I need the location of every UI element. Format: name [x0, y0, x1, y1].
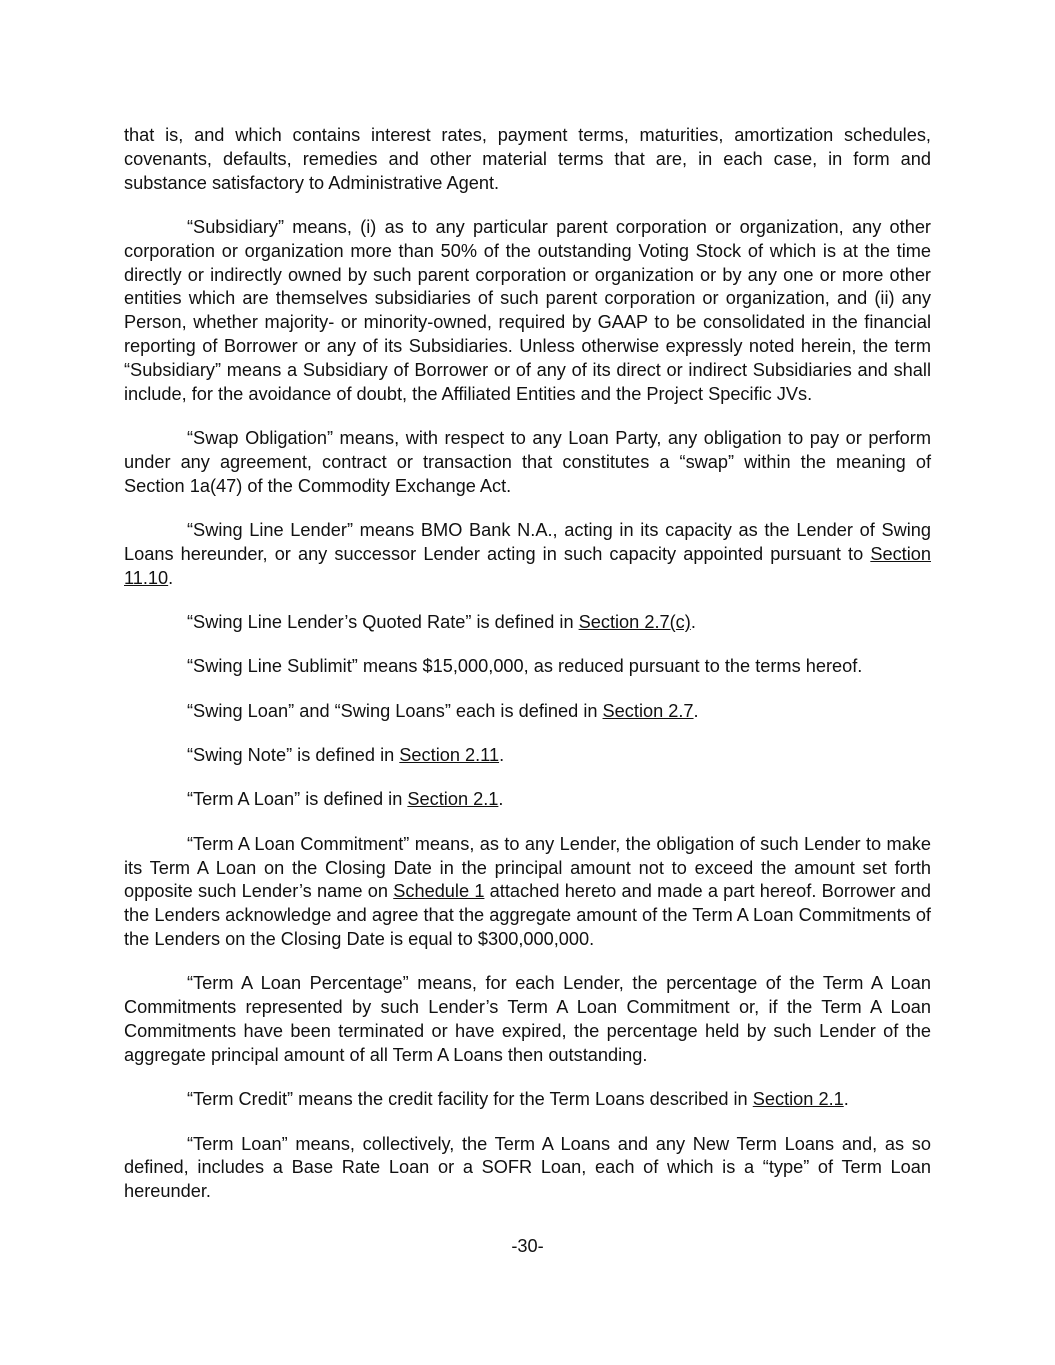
paragraph-text: “Swing Line Sublimit” means $15,000,000, as reduced pursuant to the terms hereof.: [187, 656, 863, 677]
definition-paragraph: [124, 519, 931, 590]
paragraph-text: “Term Loan” means, collectively, the Term A Loans and any New Term Loans and, as so defined, includes a Base Rate Loan or a SOFR Loan, each of which is a “type” of Term Loan hereunder.: [124, 1133, 931, 1202]
section-reference: Section 2.7: [602, 700, 694, 721]
definition-paragraph: [124, 744, 931, 768]
page-number: -30-: [511, 1236, 544, 1256]
section-reference: Schedule 1: [393, 881, 485, 902]
definition-paragraph: [124, 655, 931, 679]
paragraph-text: “Swing Line Lender’s Quoted Rate” is defined in: [187, 611, 579, 632]
definition-paragraph: [124, 833, 931, 952]
paragraph-text: “Term A Loan” is defined in: [187, 789, 408, 810]
paragraph-text: “Term Credit” means the credit facility for the Term Loans described in: [187, 1089, 753, 1110]
paragraph-text: “Subsidiary” means, (i) as to any particular parent corporation or organization, any other corporation or organization more than 50% of the outstanding Voting Stock of which is at the time directly or indirectly owned by such parent corporation or organization or by any one or more other entities which are themselves subsidiaries of such parent corporation or organization, and (ii) any Person, whether majority- or minority-owned, required by GAAP to be consolidated in the financial reporting of Borrower or any of its Subsidiaries. Unless otherwise expressly noted herein, the term “Subsidiary” means a Subsidiary of Borrower or of any of its direct or indirect Subsidiaries and shall include, for the avoidance of doubt, the Affiliated Entities and the Project Specific JVs.: [124, 216, 931, 404]
paragraph-text: .: [690, 611, 696, 632]
section-reference: Section 2.7(c): [578, 611, 691, 632]
paragraph-text: .: [843, 1089, 849, 1110]
document-body: [124, 124, 931, 1225]
paragraph-text: “Term A Loan Commitment” means, as to any Lender, the obligation of such Lender to make its Term A Loan on the Closing Date in the principal amount not to exceed the amount set forth opposite such Lender’s name on: [124, 833, 931, 902]
paragraph-text: .: [693, 700, 699, 721]
paragraph-text: .: [168, 567, 174, 588]
definition-paragraph: [124, 788, 931, 812]
paragraph-text: “Swing Line Lender” means BMO Bank N.A., acting in its capacity as the Lender of Swing Loans hereunder, or any successor Lender acting in such capacity appointed pursuant to: [124, 519, 931, 564]
paragraph-text: .: [498, 789, 504, 810]
paragraph-text: that is, and which contains interest rates, payment terms, maturities, amortization schedules, covenants, defaults, remedies and other material terms that are, in each case, in form and substance satisfactory to Administrative Agent.: [124, 125, 931, 193]
definition-paragraph: [124, 1133, 931, 1204]
definition-paragraph: [124, 216, 931, 406]
section-reference: Section 2.1: [752, 1089, 844, 1110]
definition-paragraph: [124, 972, 931, 1067]
paragraph-text: “Swap Obligation” means, with respect to any Loan Party, any obligation to pay or perform under any agreement, contract or transaction that constitutes a “swap” within the meaning of Section 1a(47) of the Commodity Exchange Act.: [124, 427, 931, 496]
definition-paragraph: [124, 427, 931, 498]
section-reference: Section 11.10: [124, 543, 931, 588]
definition-paragraph: [124, 1088, 931, 1112]
paragraph-text: attached hereto and made a part hereof. Borrower and the Lenders acknowledge and agree that the aggregate amount of the Term A Loan Commitments of the Lenders on the Closing Date is equal to $300,000,000.: [124, 881, 931, 950]
paragraph-text: “Swing Note” is defined in: [187, 745, 400, 766]
paragraph-text: .: [499, 745, 505, 766]
definition-paragraph: [124, 700, 931, 724]
paragraph-text: “Term A Loan Percentage” means, for each Lender, the percentage of the Term A Loan Commitments represented by such Lender’s Term A Loan Commitment or, if the Term A Loan Commitments have been terminated or have expired, the percentage held by such Lender of the aggregate principal amount of all Term A Loans then outstanding.: [124, 973, 931, 1065]
section-reference: Section 2.1: [407, 789, 499, 810]
section-reference: Section 2.11: [399, 745, 500, 766]
definition-paragraph: [124, 124, 931, 195]
paragraph-text: “Swing Loan” and “Swing Loans” each is defined in: [187, 700, 603, 721]
definition-paragraph: [124, 611, 931, 635]
